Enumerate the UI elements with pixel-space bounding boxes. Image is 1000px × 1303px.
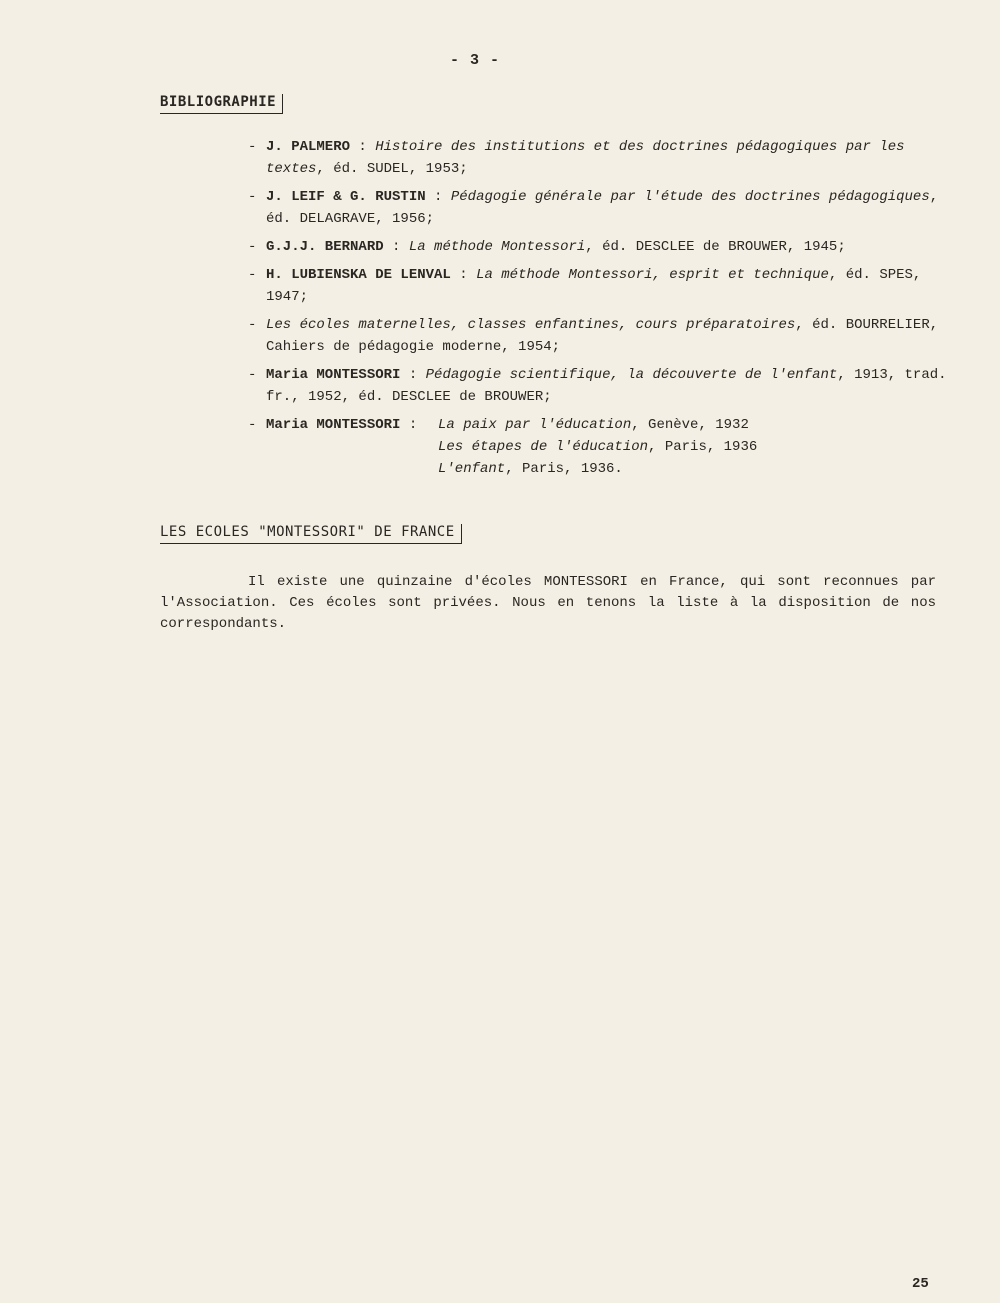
bibliography-item (248, 136, 948, 180)
item-details: , 1913, trad. fr., 1952, éd. DESCLEE de BROUWER; (266, 367, 947, 405)
ecoles-heading: LES ECOLES "MONTESSORI" DE FRANCE (160, 524, 462, 544)
item-author: Maria MONTESSORI (266, 417, 401, 433)
item-author: Maria MONTESSORI (266, 367, 401, 383)
item-details: , Paris, 1936. (505, 461, 623, 477)
item-author: J. PALMERO (266, 139, 351, 155)
bibliography-heading: BIBLIOGRAPHIE (160, 94, 283, 114)
item-author: J. LEIF & G. RUSTIN (266, 189, 426, 205)
item-title: Pédagogie générale par l'étude des doctrines pédagogiques (450, 189, 930, 205)
item-title: La méthode Montessori, esprit et technique (476, 267, 829, 283)
item-separator: : (383, 239, 409, 255)
item-author: H. LUBIENSKA DE LENVAL (266, 267, 451, 283)
item-separator: : (400, 417, 426, 433)
item-details: , Paris, 1936 (648, 439, 758, 455)
bullet-dash: - (248, 239, 257, 255)
item-details: , éd. SUDEL, 1953; (316, 161, 468, 177)
item-details: , éd. DESCLEE de BROUWER, 1945; (585, 239, 846, 255)
montessori-work-row (266, 414, 948, 436)
bibliography-list (248, 136, 948, 480)
item-title: Histoire des institutions et des doctrines pédagogiques par les textes (266, 139, 905, 177)
item-details: , éd. BOURRELIER, Cahiers de pédagogie moderne, 1954; (266, 317, 939, 355)
bibliography-item (248, 364, 948, 408)
bullet-dash: - (248, 189, 257, 205)
item-title: Pédagogie scientifique, la découverte de l'enfant (425, 367, 838, 383)
item-title: Les étapes de l'éducation (438, 439, 649, 455)
bullet-dash: - (248, 267, 257, 283)
bibliography-item (248, 236, 948, 258)
item-title: L'enfant (438, 461, 506, 477)
bullet-dash: - (248, 317, 257, 333)
item-author: G.J.J. BERNARD (266, 239, 384, 255)
page-number-top: - 3 - (449, 52, 500, 69)
ecoles-paragraph: Il existe une quinzaine d'écoles MONTESSORI en France, qui sont reconnues par l'Association. Ces écoles sont privées. Nous en tenons la liste à la disposition de nos correspondants. (160, 574, 936, 632)
bibliography-item-montessori-works (248, 414, 948, 480)
item-details: , Genève, 1932 (631, 417, 749, 433)
bullet-dash: - (248, 139, 257, 155)
montessori-work-row (266, 458, 948, 480)
item-title: La paix par l'éducation (438, 417, 632, 433)
item-details: , éd. DELAGRAVE, 1956; (266, 189, 939, 227)
footer-page-number: 25 (912, 1276, 929, 1292)
item-details: , éd. SPES, 1947; (266, 267, 922, 305)
item-separator: : (350, 139, 376, 155)
montessori-work-row (266, 436, 948, 458)
bullet-dash: - (248, 367, 257, 383)
bibliography-item (248, 314, 948, 358)
item-separator: : (450, 267, 477, 283)
bibliography-item (248, 264, 948, 308)
bullet-dash: - (248, 417, 257, 433)
item-title: Les écoles maternelles, classes enfantines, cours préparatoires (266, 317, 796, 333)
item-title: La méthode Montessori (408, 239, 586, 255)
bibliography-item (248, 186, 948, 230)
item-separator: : (400, 367, 426, 383)
item-separator: : (425, 189, 451, 205)
